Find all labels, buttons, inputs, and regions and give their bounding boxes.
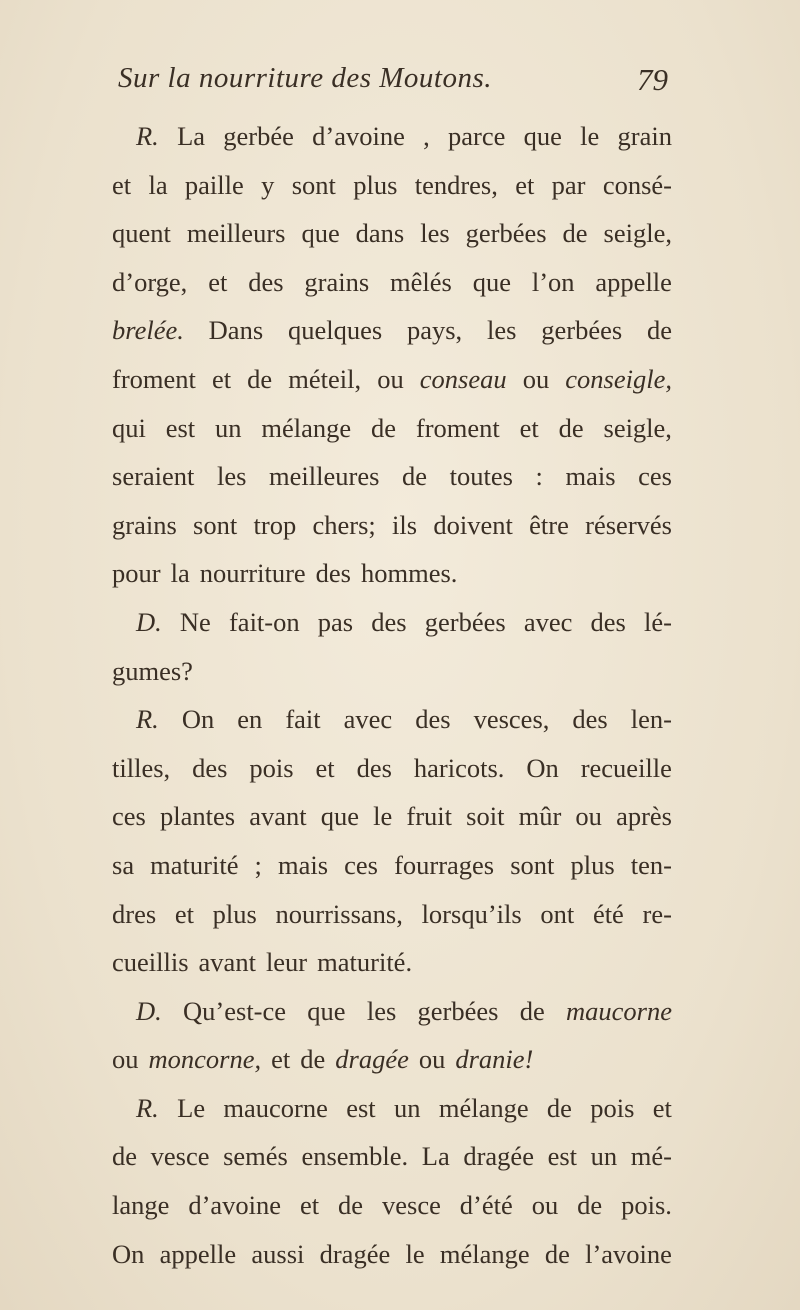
italic-word: dranie!: [455, 1044, 534, 1075]
word: appelle: [595, 266, 672, 297]
word: gerbée: [223, 121, 294, 151]
word: ou: [531, 1190, 559, 1221]
word: froment: [415, 412, 500, 443]
italic-word: R.: [136, 121, 159, 151]
word: la: [170, 558, 190, 589]
text-line: [112, 161, 672, 210]
word: de: [402, 461, 428, 492]
word: nourriture: [199, 558, 306, 589]
word: fait: [285, 704, 321, 735]
word: ces: [344, 849, 378, 880]
word: mais: [565, 461, 616, 492]
word: plantes: [159, 801, 236, 832]
word: mûr: [518, 801, 562, 832]
word: hommes.: [361, 558, 458, 589]
word: grains: [304, 266, 370, 297]
text-line: [112, 598, 672, 647]
word: pois.: [621, 1190, 672, 1221]
word: seraient: [112, 461, 195, 492]
word: pois: [590, 1092, 635, 1123]
word: ou: [112, 1044, 139, 1075]
word: méteil,: [288, 363, 362, 394]
word: soit: [466, 801, 505, 832]
word: meilleures: [269, 461, 380, 492]
word: La: [421, 1141, 450, 1172]
word: de: [544, 1238, 570, 1269]
word: re-: [642, 898, 672, 929]
word: les: [486, 315, 517, 346]
word: toutes: [449, 461, 513, 492]
text-line: [112, 987, 672, 1036]
word: avec: [343, 704, 393, 735]
italic-word: R.: [136, 1092, 159, 1123]
word: l’avoine: [585, 1238, 672, 1269]
word: et: [652, 1092, 672, 1123]
word: d’été: [459, 1190, 513, 1221]
word: ou: [575, 801, 602, 832]
word: de: [112, 1141, 138, 1172]
word: et: [519, 412, 539, 443]
word: chers;: [312, 509, 376, 540]
word: ou: [418, 1044, 446, 1075]
word: y: [261, 169, 275, 200]
word: les: [420, 218, 450, 249]
word: Qu’est-ce: [183, 995, 287, 1026]
word: de: [562, 218, 588, 249]
running-header: [118, 62, 668, 102]
word: pour: [112, 558, 161, 589]
word: d’avoine: [188, 1190, 282, 1221]
word: un: [590, 1141, 618, 1172]
word: des: [356, 752, 392, 783]
word: des: [371, 606, 407, 637]
word: des: [248, 266, 284, 297]
text-line: [112, 744, 672, 793]
word: vesces,: [473, 704, 550, 735]
word: quelques: [287, 315, 383, 346]
italic-word: brelée.: [112, 315, 184, 346]
word: gerbées: [465, 218, 547, 249]
word: doivent: [433, 509, 513, 540]
word: pas: [317, 606, 354, 637]
word: que: [320, 801, 359, 832]
text-line: [112, 647, 672, 696]
word: qui: [112, 412, 146, 443]
word: pays,: [406, 315, 463, 346]
word: et: [315, 752, 335, 783]
word: d’avoine: [312, 121, 405, 151]
word: tilles,: [112, 752, 171, 783]
text-line: [112, 890, 672, 939]
italic-word: dragée: [335, 1044, 409, 1075]
word: gumes?: [112, 655, 193, 686]
text-line: [112, 841, 672, 890]
word: fait-on: [228, 606, 300, 637]
word: et: [112, 169, 132, 200]
word: et: [271, 1044, 291, 1075]
word: ils: [392, 509, 418, 540]
text-line: [112, 792, 672, 841]
word: maturité: [150, 849, 239, 880]
word: avant: [198, 947, 256, 978]
word: être: [529, 509, 569, 540]
word: ;: [254, 849, 262, 880]
word: et: [208, 266, 228, 297]
word: gerbées: [417, 995, 499, 1026]
word: plus: [570, 849, 615, 880]
word: et: [515, 169, 535, 200]
word: mêlés: [390, 266, 452, 297]
word: fourrages: [394, 849, 495, 880]
word: dragée: [319, 1238, 391, 1269]
word: On: [112, 1238, 145, 1269]
page-number: 79: [637, 62, 668, 97]
word: sont: [291, 169, 336, 200]
word: réservés: [585, 509, 672, 540]
word: semés: [223, 1141, 288, 1172]
word: ensemble.: [301, 1141, 409, 1172]
word: de: [577, 1190, 603, 1221]
word: est: [547, 1141, 578, 1172]
word: ont: [540, 898, 575, 929]
word: mais: [278, 849, 329, 880]
word: que: [301, 218, 340, 249]
text-line: [112, 112, 672, 161]
text-line: [112, 1230, 672, 1279]
word: plus: [212, 898, 257, 929]
word: des: [315, 558, 351, 589]
word: maturité.: [317, 947, 413, 978]
word: gerbées: [541, 315, 623, 346]
text-line: [112, 938, 672, 987]
word: et: [299, 1190, 320, 1221]
word: la: [148, 169, 168, 200]
word: le: [373, 801, 393, 832]
word: le: [580, 121, 600, 151]
word: dragée: [463, 1141, 534, 1172]
word: de: [247, 363, 273, 394]
text-line: [112, 258, 672, 307]
word: après: [616, 801, 672, 832]
word: quent: [112, 218, 171, 249]
word: tendres,: [414, 169, 498, 200]
text-line: [112, 501, 672, 550]
word: sont: [193, 509, 238, 540]
word: un: [215, 412, 242, 443]
word: avec: [523, 606, 573, 637]
word: aussi: [251, 1238, 305, 1269]
italic-word: conseigle,: [565, 363, 672, 394]
word: lange: [112, 1190, 170, 1221]
word: meilleurs: [186, 218, 286, 249]
word: gerbées: [424, 606, 506, 637]
word: La: [177, 121, 206, 151]
word: trop: [253, 509, 297, 540]
text-line: [112, 452, 672, 501]
word: froment: [112, 363, 196, 394]
text-line: [112, 404, 672, 453]
word: été: [592, 898, 624, 929]
word: et: [211, 363, 232, 394]
word: de: [300, 1044, 326, 1075]
word: vesce: [150, 1141, 210, 1172]
word: ou: [522, 363, 550, 394]
word: lorsqu’ils: [421, 898, 522, 929]
italic-word: conseau: [419, 363, 507, 394]
word: parce: [447, 121, 506, 151]
word: fruit: [406, 801, 453, 832]
body-text: [112, 112, 672, 1278]
word: dres: [112, 898, 157, 929]
word: et: [174, 898, 194, 929]
word: paille: [184, 169, 244, 200]
word: les: [366, 995, 397, 1026]
italic-word: D.: [136, 606, 162, 637]
text-line: [112, 1181, 672, 1230]
word: des: [415, 704, 451, 735]
word: les: [217, 461, 247, 492]
word: seigle,: [603, 218, 672, 249]
word: de: [338, 1190, 364, 1221]
word: est: [165, 412, 196, 443]
word: de: [646, 315, 672, 346]
word: des: [590, 606, 626, 637]
word: recueille: [580, 752, 672, 783]
word: que: [307, 995, 346, 1026]
word: le: [405, 1238, 425, 1269]
word: sa: [112, 849, 135, 880]
word: en: [237, 704, 263, 735]
word: leur: [265, 947, 308, 978]
word: nourrissans,: [275, 898, 403, 929]
italic-word: maucorne: [566, 995, 672, 1026]
word: avant: [249, 801, 307, 832]
word: de: [371, 412, 397, 443]
word: ten-: [630, 849, 672, 880]
word: ces: [638, 461, 672, 492]
word: de: [546, 1092, 572, 1123]
word: d’orge,: [112, 266, 188, 297]
word: pois: [249, 752, 294, 783]
running-title: Sur la nourriture des Moutons.: [118, 62, 493, 94]
word: l’on: [531, 266, 575, 297]
word: appelle: [159, 1238, 237, 1269]
word: On: [181, 704, 215, 735]
text-line: [112, 549, 672, 598]
word: des: [572, 704, 608, 735]
word: cueillis: [112, 947, 189, 978]
word: lé-: [644, 606, 672, 637]
text-line: [112, 209, 672, 258]
word: mélange: [261, 412, 352, 443]
word: des: [192, 752, 228, 783]
word: que: [523, 121, 562, 151]
word: vesce: [382, 1190, 441, 1221]
word: grains: [112, 509, 177, 540]
text-line: [112, 1035, 672, 1084]
word: maucorne: [223, 1092, 328, 1123]
word: consé-: [602, 169, 672, 200]
word: grain: [617, 121, 672, 151]
word: mé-: [630, 1141, 672, 1172]
word: sont: [510, 849, 555, 880]
word: :: [535, 461, 543, 492]
word: est: [346, 1092, 376, 1123]
word: Le: [177, 1092, 206, 1123]
word: de: [558, 412, 584, 443]
word: mélange: [438, 1092, 529, 1123]
text-line: [112, 695, 672, 744]
text-line: [112, 306, 672, 355]
italic-word: R.: [136, 704, 159, 735]
word: ces: [112, 801, 146, 832]
word: On: [526, 752, 559, 783]
word: par: [551, 169, 586, 200]
italic-word: moncorne,: [148, 1044, 262, 1075]
text-line: [112, 1132, 672, 1181]
word: dans: [355, 218, 405, 249]
word: un: [394, 1092, 421, 1123]
text-line: [112, 355, 672, 404]
word: ,: [423, 121, 430, 151]
word: seigle,: [603, 412, 672, 443]
word: ou: [377, 363, 404, 394]
word: len-: [630, 704, 672, 735]
word: haricots.: [413, 752, 505, 783]
italic-word: D.: [136, 995, 162, 1026]
word: Dans: [208, 315, 264, 346]
word: mélange: [439, 1238, 530, 1269]
word: plus: [353, 169, 398, 200]
text-line: [112, 1084, 672, 1133]
word: de: [519, 995, 545, 1026]
word: Ne: [179, 606, 211, 637]
word: que: [472, 266, 511, 297]
